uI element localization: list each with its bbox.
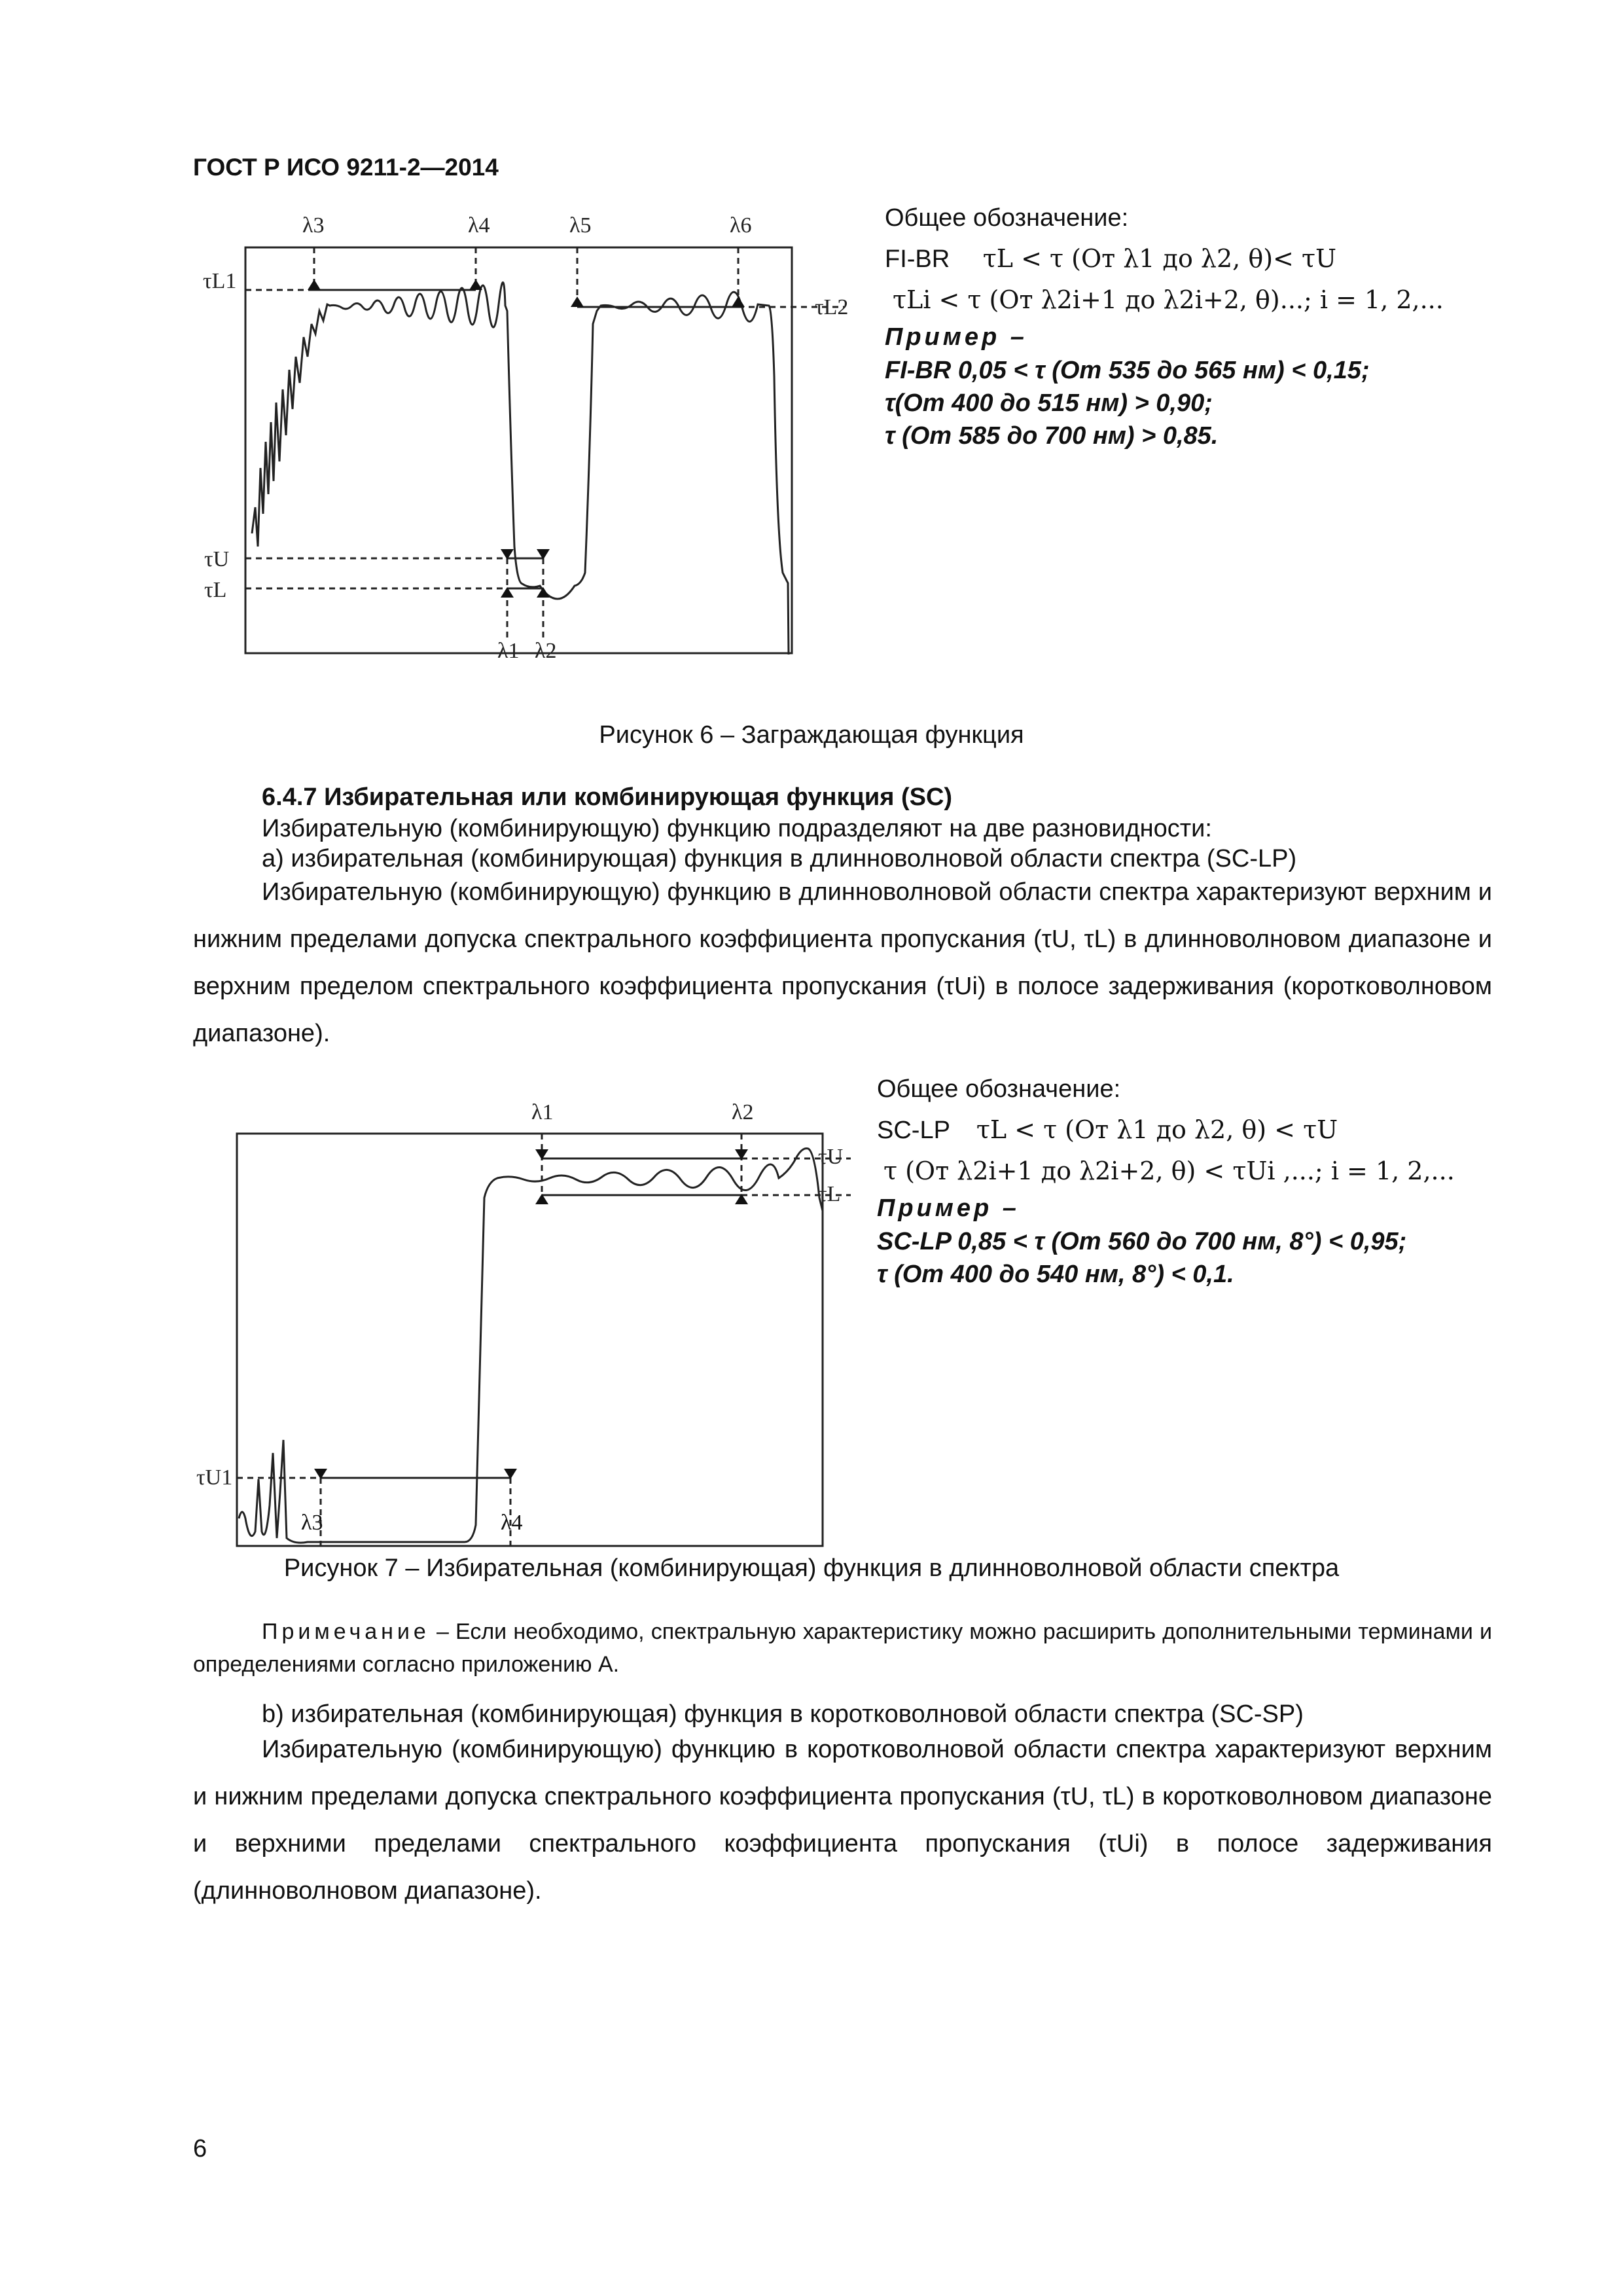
section-paragraph-3: Избирательную (комбинирующую) функцию в длинноволновой области спектра характеризуют верхним и нижним пределами допуска спектрального коэффициента пропускания (τU, τL) в длинноволновом диапазоне и верхним пределом спектрального коэффициента пропускания (τUi) в полосе задерживания (коротковолновом диапазоне). (193, 878, 1492, 1047)
section-b (193, 1698, 1492, 1914)
transmission-curve (239, 1149, 823, 1543)
legend-example-1: FI-BR 0,05 < τ (От 535 до 565 нм) < 0,15; (885, 357, 1370, 384)
section-heading: 6.4.7 Избирательная или комбинирующая функция (SC) (262, 783, 953, 811)
figure-6 (190, 206, 864, 664)
figure-7-label-lambda3: λ3 (301, 1511, 323, 1535)
section-b-paragraph-2: Избирательную (комбинирующую) функцию в коротковолновой области спектра характеризуют верхним и нижним пределами допуска спектрального коэффициента пропускания (τU, τL) в коротковолновом диапазоне и верхними пределами спектрального коэффициента пропускания (τUi) в полосе задерживания (длинноволновом диапазоне). (193, 1736, 1492, 1905)
legend-formula-2: τLi < τ (От λ2i+1 до λ2i+2, θ)...; i = 1, 2,... (893, 285, 1444, 314)
section-paragraph-2: а) избирательная (комбинирующая) функция в длинноволновой области спектра (SC-LP) (262, 845, 1297, 872)
label-lambda3: λ3 (302, 213, 325, 238)
figure-7-legend (877, 1069, 1479, 1291)
legend-code: SC-LP (877, 1117, 950, 1144)
page-number: 6 (193, 2135, 207, 2162)
legend-formula-1-text: τL < τ (От λ1 до λ2, θ)< τU (982, 244, 1337, 273)
section-6-4-7 (193, 781, 1492, 1057)
section-paragraph-1: Избирательную (комбинирующую) функцию подразделяют на две разновидности: (262, 815, 1212, 842)
legend-title: Общее обозначение: (877, 1075, 1121, 1103)
note (193, 1615, 1492, 1681)
label-lambda6: λ6 (730, 213, 752, 238)
label-tauL: τL (818, 1182, 841, 1206)
label-tauU: τU (818, 1145, 844, 1169)
label-lambda2: λ2 (732, 1100, 754, 1124)
label-tauU1: τU1 (196, 1465, 233, 1490)
legend-formula-1 (877, 1109, 1479, 1151)
plot-frame (245, 247, 792, 653)
legend-example-heading: Пример – (885, 323, 1027, 351)
legend-example-1: SC-LP 0,85 < τ (От 560 до 700 нм, 8°) < 0,95; (877, 1228, 1407, 1255)
transmission-curve (252, 282, 789, 655)
legend-example-heading: Пример – (877, 1194, 1020, 1222)
label-tauU: τU (204, 547, 230, 571)
document-header: ГОСТ Р ИСО 9211-2—2014 (193, 154, 499, 181)
note-text: – Если необходимо, спектральную характеристику можно расширить дополнительными терминами и определениями согласно приложению А. (193, 1619, 1492, 1677)
note-label: Примечание (262, 1619, 430, 1644)
figure-7-caption: Рисунок 7 – Избирательная (комбинирующая) функция в длинноволновой области спектра (283, 1554, 1340, 1582)
label-lambda4: λ4 (468, 213, 490, 238)
legend-formula-2: τ (От λ2i+1 до λ2i+2, θ) < τUi ,...; i = 1, 2,... (883, 1157, 1455, 1185)
figure-7-label-lambda4: λ4 (501, 1511, 523, 1535)
legend-example-2: τ(От 400 до 515 нм) > 0,90; (885, 389, 1213, 417)
label-lambda5: λ5 (569, 213, 592, 238)
figure-7-plot (190, 1086, 864, 1558)
label-lambda1: λ1 (497, 639, 520, 663)
label-tauL1: τL1 (203, 269, 237, 293)
figure-6-plot (190, 206, 864, 664)
figure-6-caption: Рисунок 6 – Заграждающая функция (599, 721, 1024, 749)
tolerance-markers (308, 279, 745, 598)
figure-6-legend (885, 198, 1474, 452)
tolerance-markers (314, 1149, 748, 1479)
legend-code: FI-BR (885, 245, 950, 273)
label-tauL: τL (204, 578, 227, 602)
legend-title: Общее обозначение: (885, 204, 1129, 232)
label-lambda2: λ2 (535, 639, 557, 663)
figure-7 (190, 1086, 864, 1558)
legend-example-2: τ (От 400 до 540 нм, 8°) < 0,1. (877, 1261, 1234, 1288)
section-b-paragraph-1: b) избирательная (комбинирующая) функция в коротковолновой области спектра (SC-SP) (262, 1700, 1304, 1728)
legend-formula-1-text: τL < τ (От λ1 до λ2, θ) < τU (976, 1115, 1338, 1144)
label-tauL2: τL2 (815, 295, 849, 319)
legend-example-3: τ (От 585 до 700 нм) > 0,85. (885, 422, 1219, 450)
label-lambda1: λ1 (531, 1100, 554, 1124)
legend-formula-1 (885, 238, 1474, 279)
dashed-guides (237, 1134, 851, 1551)
